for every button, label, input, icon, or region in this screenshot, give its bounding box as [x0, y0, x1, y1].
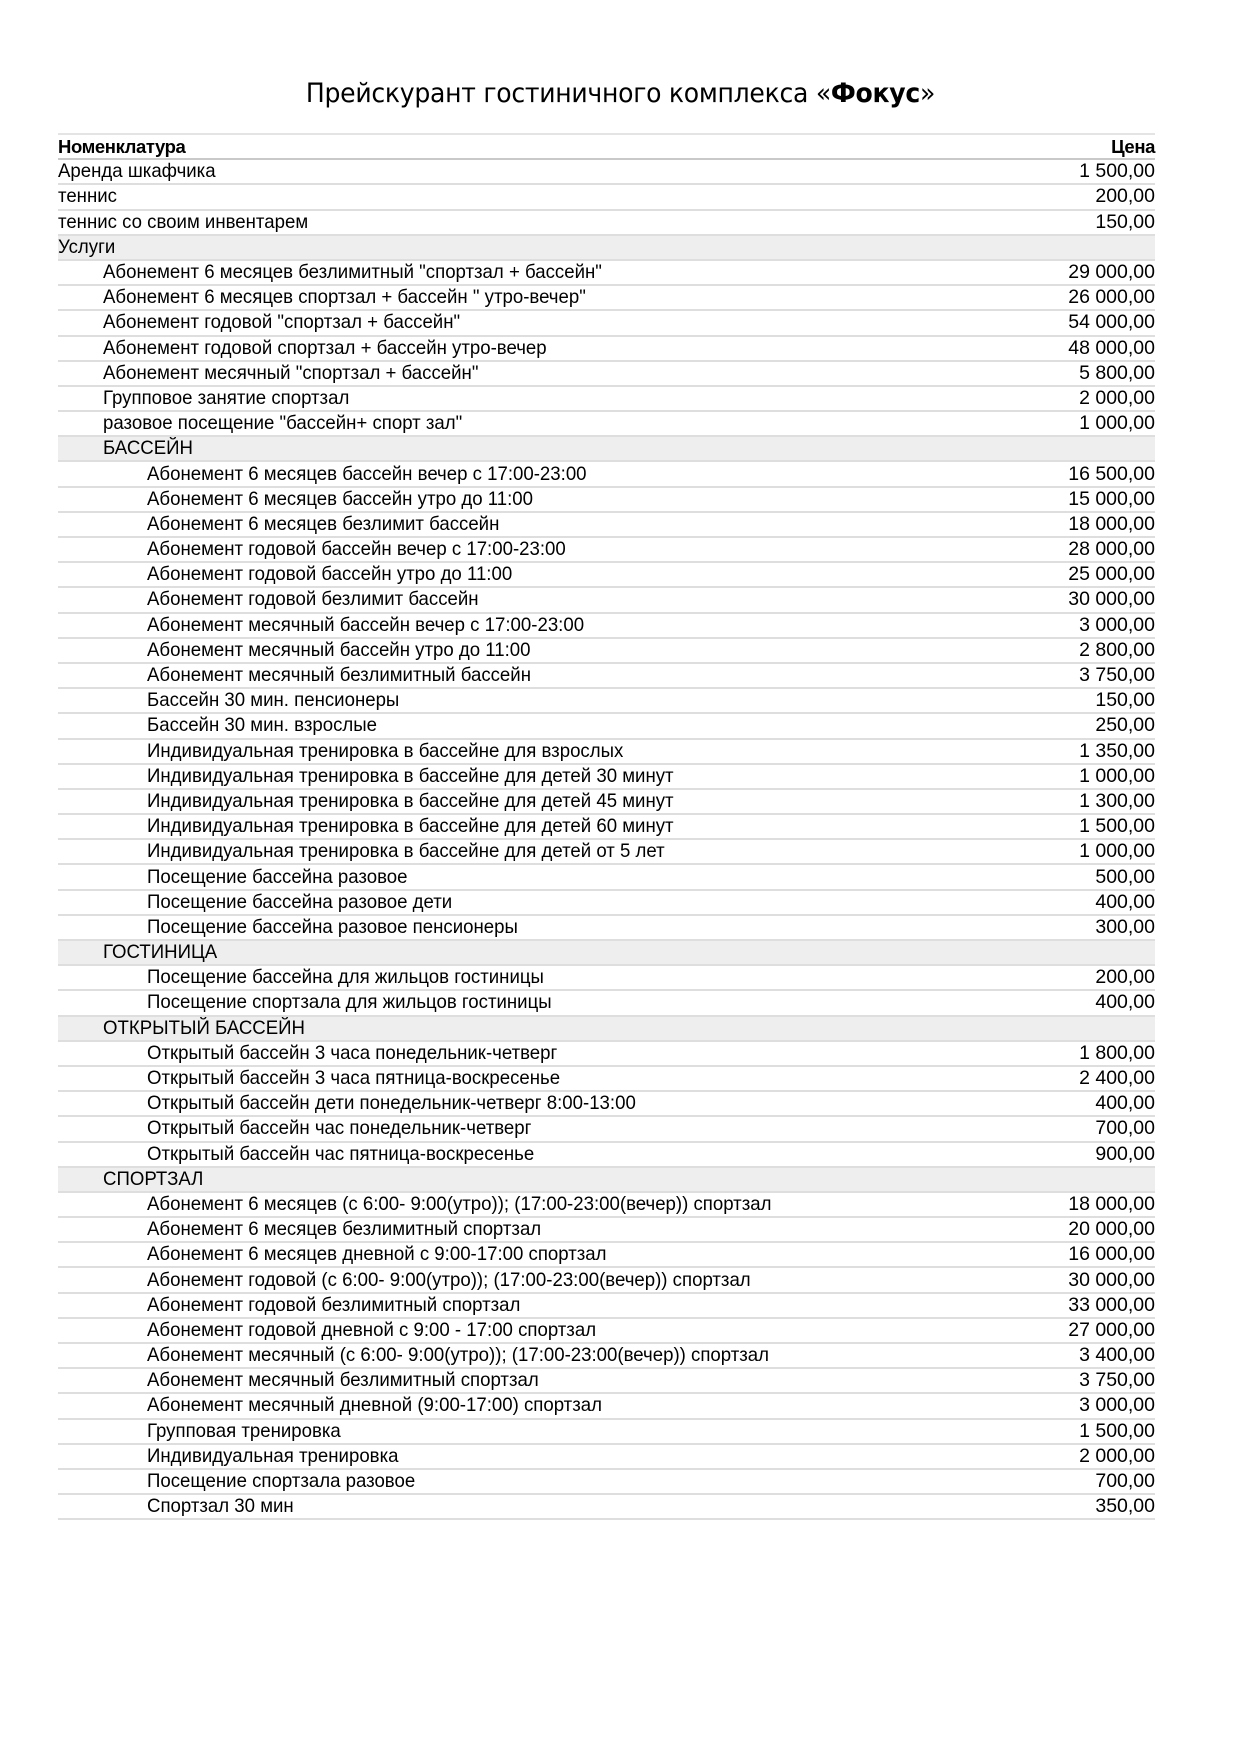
table-row [58, 664, 1155, 689]
item-name: Абонемент 6 месяцев безлимитный спортзал [147, 1218, 542, 1241]
item-price: 1 000,00 [1079, 412, 1155, 435]
item-price: 20 000,00 [1068, 1218, 1155, 1241]
item-name: Абонемент месячный бассейн утро до 11:00 [147, 638, 531, 661]
item-name: Абонемент месячный бассейн вечер с 17:00-23:00 [147, 613, 585, 636]
price-list-table [58, 133, 1155, 1520]
item-price: 25 000,00 [1068, 563, 1155, 586]
item-name: Индивидуальная тренировка в бассейне для взрослых [147, 739, 624, 762]
item-name: теннис [58, 185, 117, 208]
table-row [58, 1143, 1155, 1168]
table-row [58, 1193, 1155, 1218]
item-price: 28 000,00 [1068, 538, 1155, 561]
item-price: 18 000,00 [1068, 1192, 1155, 1215]
item-price: 900,00 [1095, 1142, 1155, 1165]
title-prefix: Прейскурант гостиничного комплекса « [305, 78, 831, 110]
group-row [58, 437, 1155, 462]
item-price: 1 350,00 [1079, 739, 1155, 762]
item-price: 700,00 [1095, 1470, 1155, 1493]
table-row [58, 1445, 1155, 1470]
item-name: Абонемент 6 месяцев безлимит бассейн [147, 512, 500, 535]
item-name: Посещение бассейна разовое [147, 865, 408, 888]
item-name: Абонемент 6 месяцев безлимитный "спортзал + бассейн" [103, 261, 602, 284]
item-name: Групповая тренировка [147, 1419, 341, 1442]
item-name: Абонемент 6 месяцев спортзал + бассейн " утро-вечер" [103, 286, 586, 309]
item-name: Абонемент годовой бассейн утро до 11:00 [147, 563, 513, 586]
item-name: Аренда шкафчика [58, 160, 216, 183]
item-name: Индивидуальная тренировка [147, 1444, 399, 1467]
table-row [58, 412, 1155, 437]
item-price: 16 500,00 [1068, 462, 1155, 485]
item-price: 2 800,00 [1079, 638, 1155, 661]
item-name: Открытый бассейн 3 часа понедельник-четверг [147, 1041, 558, 1064]
item-name: Посещение спортзала разовое [147, 1470, 416, 1493]
table-row [58, 966, 1155, 991]
item-name: Абонемент 6 месяцев дневной с 9:00-17:00 спортзал [147, 1243, 607, 1266]
group-row [58, 1017, 1155, 1042]
item-name: Посещение бассейна разовое дети [147, 890, 453, 913]
item-price: 1 000,00 [1079, 764, 1155, 787]
item-price: 30 000,00 [1068, 588, 1155, 611]
item-price: 5 800,00 [1079, 361, 1155, 384]
table-row [58, 1420, 1155, 1445]
item-price: 1 500,00 [1079, 1419, 1155, 1442]
item-price: 350,00 [1095, 1495, 1155, 1518]
item-price: 3 750,00 [1079, 1369, 1155, 1392]
table-row [58, 1495, 1155, 1520]
table-row [58, 563, 1155, 588]
item-name: Групповое занятие спортзал [103, 386, 350, 409]
table-row [58, 1042, 1155, 1067]
item-name: Посещение бассейна разовое пенсионеры [147, 915, 518, 938]
title-brand: Фокус [830, 78, 920, 110]
item-price: 250,00 [1095, 714, 1155, 737]
table-row [58, 865, 1155, 890]
item-name: Абонемент годовой безлимит бассейн [147, 588, 479, 611]
item-price: 26 000,00 [1068, 286, 1155, 309]
item-name: Посещение бассейна для жильцов гостиницы [147, 966, 544, 989]
table-row [58, 261, 1155, 286]
table-row [58, 891, 1155, 916]
item-name: Абонемент месячный безлимитный бассейн [147, 664, 531, 687]
item-name: Абонемент годовой бассейн вечер с 17:00-23:00 [147, 538, 566, 561]
table-row [58, 1092, 1155, 1117]
item-name: Открытый бассейн дети понедельник-четверг 8:00-13:00 [147, 1092, 636, 1115]
item-price: 18 000,00 [1068, 512, 1155, 535]
item-price: 400,00 [1095, 890, 1155, 913]
table-row [58, 1243, 1155, 1268]
item-price: 400,00 [1095, 1092, 1155, 1115]
table-row [58, 1117, 1155, 1142]
item-price: 300,00 [1095, 915, 1155, 938]
item-price: 54 000,00 [1068, 311, 1155, 334]
group-name: ОТКРЫТЫЙ БАССЕЙН [103, 1016, 306, 1039]
item-price: 400,00 [1095, 991, 1155, 1014]
item-name: Абонемент годовой "спортзал + бассейн" [103, 311, 461, 334]
table-row [58, 1067, 1155, 1092]
group-name: ГОСТИНИЦА [103, 941, 218, 964]
group-name: БАССЕЙН [103, 437, 193, 460]
item-price: 1 500,00 [1079, 160, 1155, 183]
item-name: Индивидуальная тренировка в бассейне для детей 30 минут [147, 764, 674, 787]
table-row [58, 740, 1155, 765]
table-row [58, 714, 1155, 739]
item-price: 33 000,00 [1068, 1293, 1155, 1316]
table-row [58, 160, 1155, 185]
item-name: Абонемент месячный дневной (9:00-17:00) спортзал [147, 1394, 602, 1417]
item-name: Индивидуальная тренировка в бассейне для детей 60 минут [147, 815, 674, 838]
item-name: Абонемент годовой дневной с 9:00 - 17:00 спортзал [147, 1318, 597, 1341]
table-row [58, 1294, 1155, 1319]
table-row [58, 1394, 1155, 1419]
item-price: 150,00 [1095, 210, 1155, 233]
table-row [58, 790, 1155, 815]
item-price: 2 000,00 [1079, 386, 1155, 409]
item-name: Абонемент годовой безлимитный спортзал [147, 1293, 521, 1316]
table-row [58, 513, 1155, 538]
item-price: 27 000,00 [1068, 1318, 1155, 1341]
item-price: 16 000,00 [1068, 1243, 1155, 1266]
table-row [58, 185, 1155, 210]
item-price: 29 000,00 [1068, 261, 1155, 284]
item-price: 200,00 [1095, 966, 1155, 989]
item-price: 2 400,00 [1079, 1067, 1155, 1090]
item-name: разовое посещение "бассейн+ спорт зал" [103, 412, 463, 435]
item-price: 1 800,00 [1079, 1041, 1155, 1064]
table-header [58, 135, 1155, 160]
table-row [58, 286, 1155, 311]
table-row [58, 311, 1155, 336]
item-name: Посещение спортзала для жильцов гостиницы [147, 991, 552, 1014]
table-row [58, 916, 1155, 941]
item-name: Открытый бассейн час понедельник-четверг [147, 1117, 532, 1140]
item-price: 3 400,00 [1079, 1344, 1155, 1367]
item-name: Индивидуальная тренировка в бассейне для детей от 5 лет [147, 840, 665, 863]
item-price: 1 000,00 [1079, 840, 1155, 863]
table-row [58, 639, 1155, 664]
table-row [58, 462, 1155, 487]
item-name: Открытый бассейн час пятница-воскресенье [147, 1142, 535, 1165]
item-price: 48 000,00 [1068, 336, 1155, 359]
item-name: Абонемент 6 месяцев (с 6:00- 9:00(утро)); (17:00-23:00(вечер)) спортзал [147, 1192, 772, 1215]
item-price: 1 500,00 [1079, 815, 1155, 838]
table-row [58, 488, 1155, 513]
table-row [58, 337, 1155, 362]
item-price: 3 000,00 [1079, 613, 1155, 636]
group-name: СПОРТЗАЛ [103, 1167, 204, 1190]
item-price: 1 300,00 [1079, 789, 1155, 812]
table-row [58, 840, 1155, 865]
table-row [58, 765, 1155, 790]
table-row [58, 387, 1155, 412]
table-row [58, 991, 1155, 1016]
item-price: 500,00 [1095, 865, 1155, 888]
table-row [58, 1369, 1155, 1394]
item-price: 3 750,00 [1079, 664, 1155, 687]
item-price: 15 000,00 [1068, 487, 1155, 510]
table-row [58, 614, 1155, 639]
table-row [58, 815, 1155, 840]
table-body [58, 160, 1155, 1520]
page-title [43, 78, 1197, 109]
table-row [58, 1470, 1155, 1495]
group-row [58, 1168, 1155, 1193]
table-row [58, 1268, 1155, 1293]
item-name: Открытый бассейн 3 часа пятница-воскресенье [147, 1067, 561, 1090]
item-price: 30 000,00 [1068, 1268, 1155, 1291]
table-row [58, 362, 1155, 387]
item-name: Абонемент годовой спортзал + бассейн утро-вечер [103, 336, 547, 359]
item-price: 700,00 [1095, 1117, 1155, 1140]
item-name: Абонемент месячный (с 6:00- 9:00(утро)); (17:00-23:00(вечер)) спортзал [147, 1344, 770, 1367]
table-row [58, 211, 1155, 236]
item-price: 3 000,00 [1079, 1394, 1155, 1417]
item-name: Абонемент месячный безлимитный спортзал [147, 1369, 539, 1392]
column-header-name: Номенклатура [58, 136, 186, 158]
group-row [58, 236, 1155, 261]
item-name: Бассейн 30 мин. взрослые [147, 714, 378, 737]
item-name: Абонемент 6 месяцев бассейн вечер с 17:00-23:00 [147, 462, 587, 485]
group-name: Услуги [58, 235, 116, 258]
title-suffix: » [919, 78, 936, 110]
item-name: Абонемент месячный "спортзал + бассейн" [103, 361, 479, 384]
item-name: Индивидуальная тренировка в бассейне для детей 45 минут [147, 789, 674, 812]
column-header-price: Цена [1111, 136, 1155, 158]
group-row [58, 941, 1155, 966]
item-name: Спортзал 30 мин [147, 1495, 294, 1518]
table-row [58, 588, 1155, 613]
item-name: Бассейн 30 мин. пенсионеры [147, 689, 400, 712]
table-row [58, 1344, 1155, 1369]
item-price: 2 000,00 [1079, 1444, 1155, 1467]
item-price: 150,00 [1095, 689, 1155, 712]
item-name: Абонемент 6 месяцев бассейн утро до 11:00 [147, 487, 533, 510]
table-row [58, 1319, 1155, 1344]
table-row [58, 1218, 1155, 1243]
table-row [58, 689, 1155, 714]
table-row [58, 538, 1155, 563]
item-name: Абонемент годовой (с 6:00- 9:00(утро)); (17:00-23:00(вечер)) спортзал [147, 1268, 751, 1291]
item-name: теннис со своим инвентарем [58, 210, 309, 233]
item-price: 200,00 [1095, 185, 1155, 208]
